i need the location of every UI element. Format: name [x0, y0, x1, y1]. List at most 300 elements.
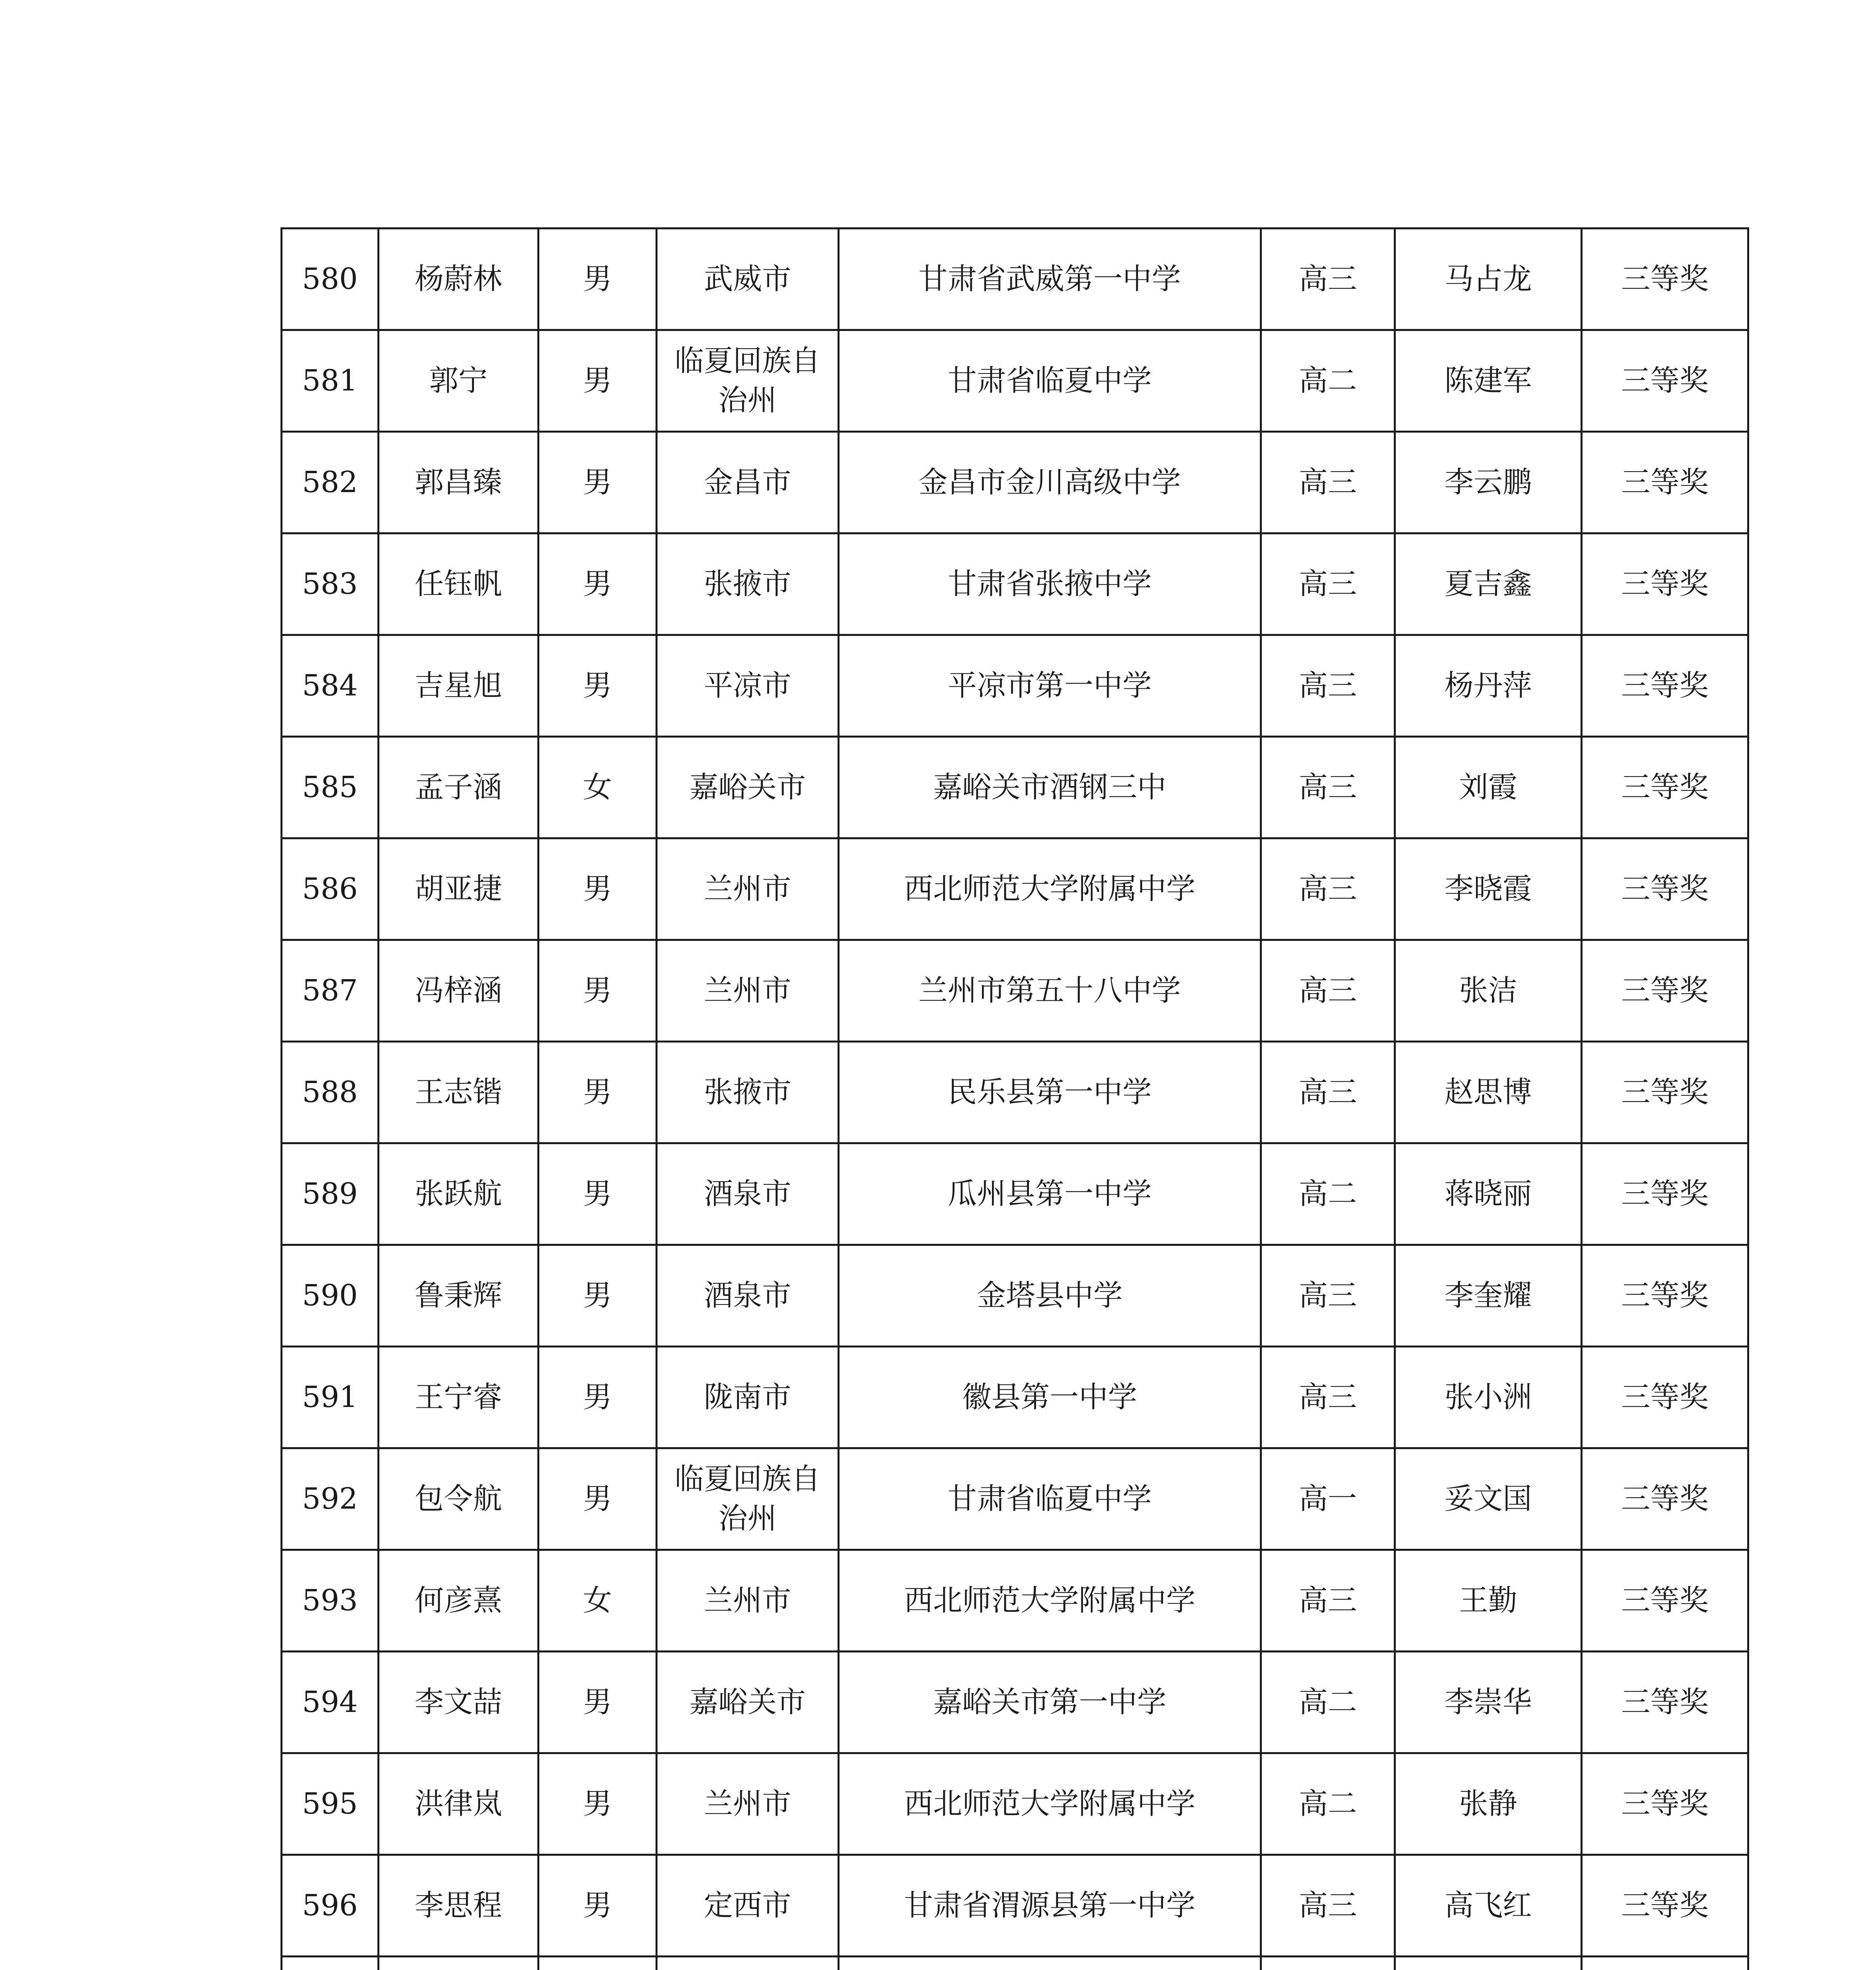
school-cell	[839, 1753, 1261, 1855]
gender-cell-text: 女	[583, 1583, 612, 1617]
gender-cell-text: 男	[583, 363, 612, 398]
student-name-cell-text: 王宁睿	[414, 1380, 502, 1414]
grade-cell-text: 高三	[1298, 1888, 1357, 1922]
region-cell	[657, 1550, 839, 1652]
school-cell	[839, 1652, 1261, 1753]
gender-cell	[539, 1550, 657, 1652]
table-row	[282, 1753, 1748, 1855]
school-cell-text: 兰州市第五十八中学	[918, 973, 1181, 1007]
serial-number-cell	[282, 1550, 379, 1652]
serial-number-cell	[282, 1143, 379, 1245]
student-name-cell-text: 鲁秉辉	[414, 1278, 502, 1312]
student-name-cell	[379, 229, 539, 330]
award-cell	[1582, 1143, 1748, 1245]
region-cell-text: 兰州市	[704, 872, 791, 906]
grade-cell-text: 高三	[1298, 262, 1357, 296]
teacher-cell	[1395, 1143, 1582, 1245]
school-cell	[839, 1957, 1261, 1970]
grade-cell-text: 高三	[1298, 872, 1357, 906]
grade-cell-text: 高三	[1298, 567, 1357, 601]
region-cell-text: 酒泉市	[704, 1176, 791, 1211]
teacher-cell	[1395, 737, 1582, 838]
region-cell	[657, 432, 839, 533]
teacher-cell-text: 赵思博	[1444, 1075, 1532, 1109]
student-name-cell-text: 冯梓涵	[414, 973, 502, 1007]
student-name-cell	[379, 533, 539, 635]
region-cell-text: 平凉市	[704, 668, 791, 703]
serial-number-cell	[282, 838, 379, 940]
region-cell-text: 兰州市	[704, 973, 791, 1007]
gender-cell-text: 男	[583, 1278, 612, 1312]
award-cell	[1582, 1245, 1748, 1347]
gender-cell	[539, 1855, 657, 1957]
serial-number-cell-text: 594	[302, 1685, 358, 1719]
school-cell-text: 甘肃省渭源县第一中学	[904, 1888, 1196, 1922]
gender-cell	[539, 1347, 657, 1448]
gender-cell-text: 男	[583, 1380, 612, 1414]
teacher-cell	[1395, 1042, 1582, 1143]
teacher-cell	[1395, 1652, 1582, 1753]
gender-cell	[539, 940, 657, 1042]
serial-number-cell	[282, 229, 379, 330]
grade-cell	[1261, 1550, 1395, 1652]
student-name-cell	[379, 432, 539, 533]
table-body	[282, 229, 1748, 1970]
student-name-cell	[379, 1245, 539, 1347]
award-cell	[1582, 1652, 1748, 1753]
table-row	[282, 1957, 1748, 1970]
student-name-cell	[379, 330, 539, 432]
serial-number-cell	[282, 1652, 379, 1753]
teacher-cell	[1395, 1347, 1582, 1448]
serial-number-cell-text: 588	[302, 1075, 358, 1109]
grade-cell	[1261, 1957, 1395, 1970]
grade-cell-text: 高三	[1298, 770, 1357, 804]
award-cell-text: 三等奖	[1621, 1583, 1709, 1617]
serial-number-cell-text: 595	[302, 1786, 358, 1821]
teacher-cell	[1395, 432, 1582, 533]
school-cell-text: 西北师范大学附属中学	[904, 872, 1196, 906]
school-cell-text: 瓜州县第一中学	[947, 1176, 1152, 1211]
school-cell	[839, 838, 1261, 940]
gender-cell-text: 男	[583, 1481, 612, 1516]
teacher-cell	[1395, 1448, 1582, 1550]
school-cell	[839, 1245, 1261, 1347]
award-cell-text: 三等奖	[1621, 1481, 1709, 1516]
award-cell-text: 三等奖	[1621, 1075, 1709, 1109]
award-cell-text: 三等奖	[1621, 872, 1709, 906]
award-cell-text: 三等奖	[1621, 262, 1709, 296]
award-cell-text: 三等奖	[1621, 1278, 1709, 1312]
grade-cell	[1261, 1855, 1395, 1957]
region-cell-text: 金昌市	[704, 465, 791, 499]
region-cell	[657, 1042, 839, 1143]
school-cell	[839, 1550, 1261, 1652]
region-cell	[657, 737, 839, 838]
award-cell	[1582, 432, 1748, 533]
table-row	[282, 229, 1748, 330]
region-cell	[657, 940, 839, 1042]
serial-number-cell-text: 582	[302, 465, 358, 499]
serial-number-cell	[282, 1855, 379, 1957]
table-row	[282, 1550, 1748, 1652]
grade-cell	[1261, 838, 1395, 940]
student-name-cell-text: 任钰帆	[414, 567, 502, 601]
gender-cell	[539, 1245, 657, 1347]
teacher-cell	[1395, 533, 1582, 635]
serial-number-cell	[282, 1957, 379, 1970]
award-cell-text: 三等奖	[1621, 1176, 1709, 1211]
gender-cell	[539, 1042, 657, 1143]
grade-cell	[1261, 432, 1395, 533]
school-cell-text: 嘉峪关市第一中学	[933, 1685, 1166, 1719]
grade-cell-text: 高三	[1298, 465, 1357, 499]
teacher-cell	[1395, 330, 1582, 432]
region-cell-text: 临夏回族自治州	[674, 1462, 821, 1535]
grade-cell	[1261, 1448, 1395, 1550]
student-name-cell-text: 包令航	[414, 1481, 502, 1516]
school-cell-text: 金昌市金川高级中学	[918, 465, 1181, 499]
serial-number-cell-text: 591	[302, 1380, 358, 1414]
teacher-cell	[1395, 1957, 1582, 1970]
award-cell	[1582, 1042, 1748, 1143]
school-cell	[839, 940, 1261, 1042]
grade-cell-text: 高二	[1298, 1685, 1357, 1719]
school-cell	[839, 330, 1261, 432]
student-name-cell-text: 杨蔚林	[414, 262, 502, 296]
table-row	[282, 1143, 1748, 1245]
serial-number-cell	[282, 1753, 379, 1855]
school-cell-text: 甘肃省临夏中学	[947, 1481, 1152, 1516]
teacher-cell	[1395, 940, 1582, 1042]
grade-cell	[1261, 1753, 1395, 1855]
region-cell	[657, 1652, 839, 1753]
gender-cell	[539, 838, 657, 940]
award-cell-text: 三等奖	[1621, 363, 1709, 398]
table-row	[282, 1448, 1748, 1550]
gender-cell-text: 男	[583, 1888, 612, 1922]
table-row	[282, 1245, 1748, 1347]
school-cell-text: 甘肃省张掖中学	[947, 567, 1152, 601]
teacher-cell-text: 杨丹萍	[1444, 668, 1532, 703]
region-cell	[657, 1143, 839, 1245]
teacher-cell-text: 陈建军	[1444, 363, 1532, 398]
school-cell-text: 金塔县中学	[977, 1278, 1123, 1312]
region-cell-text: 临夏回族自治州	[674, 344, 821, 417]
school-cell	[839, 635, 1261, 737]
school-cell-text: 民乐县第一中学	[947, 1075, 1152, 1109]
gender-cell-text: 男	[583, 465, 612, 499]
serial-number-cell	[282, 1448, 379, 1550]
serial-number-cell	[282, 1042, 379, 1143]
table-row	[282, 1042, 1748, 1143]
school-cell-text: 甘肃省临夏中学	[947, 363, 1152, 398]
grade-cell-text: 高三	[1298, 1583, 1357, 1617]
gender-cell	[539, 737, 657, 838]
award-cell	[1582, 1550, 1748, 1652]
serial-number-cell	[282, 330, 379, 432]
student-name-cell-text: 洪律岚	[414, 1786, 502, 1821]
student-name-cell	[379, 1957, 539, 1970]
serial-number-cell-text: 593	[302, 1583, 358, 1617]
award-cell-text: 三等奖	[1621, 465, 1709, 499]
serial-number-cell-text: 580	[302, 262, 358, 296]
teacher-cell	[1395, 635, 1582, 737]
student-name-cell	[379, 1753, 539, 1855]
region-cell-text: 兰州市	[704, 1583, 791, 1617]
region-cell-text: 张掖市	[704, 1075, 791, 1109]
grade-cell-text: 高三	[1298, 973, 1357, 1007]
gender-cell-text: 男	[583, 973, 612, 1007]
region-cell-text: 定西市	[704, 1888, 791, 1922]
grade-cell-text: 高一	[1298, 1481, 1357, 1516]
school-cell-text: 嘉峪关市酒钢三中	[933, 770, 1166, 804]
award-cell-text: 三等奖	[1621, 973, 1709, 1007]
table-row	[282, 838, 1748, 940]
award-cell	[1582, 635, 1748, 737]
region-cell	[657, 838, 839, 940]
grade-cell	[1261, 1143, 1395, 1245]
grade-cell	[1261, 737, 1395, 838]
teacher-cell	[1395, 1245, 1582, 1347]
school-cell	[839, 737, 1261, 838]
region-cell-text: 武威市	[704, 262, 791, 296]
teacher-cell	[1395, 229, 1582, 330]
student-name-cell-text: 郭宁	[429, 363, 488, 398]
award-cell	[1582, 1448, 1748, 1550]
gender-cell	[539, 432, 657, 533]
teacher-cell-text: 张小洲	[1444, 1380, 1532, 1414]
region-cell	[657, 1245, 839, 1347]
award-list-table	[280, 227, 1749, 1970]
award-cell-text: 三等奖	[1621, 668, 1709, 703]
award-cell	[1582, 1347, 1748, 1448]
award-cell-text: 三等奖	[1621, 567, 1709, 601]
student-name-cell-text: 张跃航	[414, 1176, 502, 1211]
student-name-cell	[379, 1652, 539, 1753]
teacher-cell-text: 马占龙	[1444, 262, 1532, 296]
award-cell	[1582, 1855, 1748, 1957]
teacher-cell-text: 李奎耀	[1444, 1278, 1532, 1312]
table-row	[282, 432, 1748, 533]
award-cell	[1582, 229, 1748, 330]
teacher-cell-text: 高飞红	[1444, 1888, 1532, 1922]
table-row	[282, 330, 1748, 432]
serial-number-cell-text: 584	[302, 668, 358, 703]
award-cell	[1582, 737, 1748, 838]
award-cell	[1582, 330, 1748, 432]
serial-number-cell	[282, 635, 379, 737]
student-name-cell-text: 吉星旭	[414, 668, 502, 703]
serial-number-cell	[282, 432, 379, 533]
award-cell	[1582, 838, 1748, 940]
school-cell-text: 平凉市第一中学	[947, 668, 1152, 703]
table-row	[282, 940, 1748, 1042]
grade-cell-text: 高三	[1298, 1278, 1357, 1312]
gender-cell-text: 男	[583, 262, 612, 296]
serial-number-cell-text: 592	[302, 1481, 358, 1516]
grade-cell-text: 高三	[1298, 1075, 1357, 1109]
award-cell-text: 三等奖	[1621, 1888, 1709, 1922]
table-row	[282, 533, 1748, 635]
grade-cell	[1261, 635, 1395, 737]
grade-cell-text: 高二	[1298, 1786, 1357, 1821]
award-cell-text: 三等奖	[1621, 1786, 1709, 1821]
grade-cell	[1261, 1347, 1395, 1448]
gender-cell	[539, 330, 657, 432]
region-cell-text: 兰州市	[704, 1786, 791, 1821]
serial-number-cell-text: 596	[302, 1888, 358, 1922]
table-row	[282, 1347, 1748, 1448]
region-cell	[657, 1347, 839, 1448]
teacher-cell	[1395, 1753, 1582, 1855]
gender-cell-text: 男	[583, 1176, 612, 1211]
region-cell	[657, 1753, 839, 1855]
region-cell-text: 陇南市	[704, 1380, 791, 1414]
gender-cell-text: 男	[583, 1786, 612, 1821]
teacher-cell-text: 蒋晓丽	[1444, 1176, 1532, 1211]
grade-cell-text: 高三	[1298, 668, 1357, 703]
gender-cell	[539, 229, 657, 330]
student-name-cell-text: 郭昌臻	[414, 465, 502, 499]
student-name-cell-text: 李文喆	[414, 1685, 502, 1719]
grade-cell	[1261, 940, 1395, 1042]
serial-number-cell-text: 583	[302, 567, 358, 601]
student-name-cell-text: 胡亚捷	[414, 872, 502, 906]
grade-cell-text: 高二	[1298, 1176, 1357, 1211]
teacher-cell	[1395, 1550, 1582, 1652]
student-name-cell-text: 孟子涵	[414, 770, 502, 804]
student-name-cell	[379, 1550, 539, 1652]
serial-number-cell-text: 590	[302, 1278, 358, 1312]
grade-cell	[1261, 1652, 1395, 1753]
student-name-cell	[379, 1448, 539, 1550]
teacher-cell-text: 李崇华	[1444, 1685, 1532, 1719]
award-cell	[1582, 1753, 1748, 1855]
gender-cell	[539, 1652, 657, 1753]
teacher-cell-text: 夏吉鑫	[1444, 567, 1532, 601]
teacher-cell	[1395, 838, 1582, 940]
gender-cell-text: 男	[583, 567, 612, 601]
teacher-cell-text: 张洁	[1459, 973, 1518, 1007]
region-cell	[657, 1448, 839, 1550]
award-cell-text: 三等奖	[1621, 770, 1709, 804]
teacher-cell	[1395, 1855, 1582, 1957]
serial-number-cell-text: 586	[302, 872, 358, 906]
region-cell-text: 酒泉市	[704, 1278, 791, 1312]
teacher-cell-text: 妥文国	[1444, 1481, 1532, 1516]
serial-number-cell	[282, 737, 379, 838]
school-cell	[839, 533, 1261, 635]
region-cell	[657, 1957, 839, 1970]
gender-cell	[539, 1448, 657, 1550]
student-name-cell	[379, 1347, 539, 1448]
grade-cell	[1261, 1042, 1395, 1143]
grade-cell-text: 高三	[1298, 1380, 1357, 1414]
school-cell-text: 西北师范大学附属中学	[904, 1583, 1196, 1617]
school-cell	[839, 1042, 1261, 1143]
region-cell	[657, 635, 839, 737]
student-name-cell	[379, 940, 539, 1042]
student-name-cell-text: 何彦熹	[414, 1583, 502, 1617]
teacher-cell-text: 李云鹏	[1444, 465, 1532, 499]
region-cell	[657, 229, 839, 330]
award-cell-text: 三等奖	[1621, 1380, 1709, 1414]
award-cell-text: 三等奖	[1621, 1685, 1709, 1719]
grade-cell	[1261, 1245, 1395, 1347]
teacher-cell-text: 李晓霞	[1444, 872, 1532, 906]
table-row	[282, 1855, 1748, 1957]
serial-number-cell-text: 587	[302, 973, 358, 1007]
school-cell	[839, 229, 1261, 330]
table-row	[282, 737, 1748, 838]
serial-number-cell	[282, 940, 379, 1042]
teacher-cell-text: 刘霞	[1459, 770, 1518, 804]
serial-number-cell	[282, 1347, 379, 1448]
table-row	[282, 635, 1748, 737]
serial-number-cell-text: 589	[302, 1176, 358, 1211]
gender-cell-text: 女	[583, 770, 612, 804]
gender-cell-text: 男	[583, 872, 612, 906]
student-name-cell	[379, 1855, 539, 1957]
award-cell	[1582, 940, 1748, 1042]
region-cell-text: 张掖市	[704, 567, 791, 601]
grade-cell-text: 高二	[1298, 363, 1357, 398]
gender-cell	[539, 533, 657, 635]
student-name-cell	[379, 1143, 539, 1245]
school-cell-text: 西北师范大学附属中学	[904, 1786, 1196, 1821]
gender-cell-text: 男	[583, 1685, 612, 1719]
grade-cell	[1261, 330, 1395, 432]
school-cell	[839, 1855, 1261, 1957]
teacher-cell-text: 王勤	[1459, 1583, 1518, 1617]
student-name-cell	[379, 737, 539, 838]
student-name-cell	[379, 635, 539, 737]
school-cell	[839, 1347, 1261, 1448]
student-name-cell-text: 王志锴	[414, 1075, 502, 1109]
table-row	[282, 1652, 1748, 1753]
student-name-cell-text: 李思程	[414, 1888, 502, 1922]
teacher-cell-text: 张静	[1459, 1786, 1518, 1821]
student-name-cell	[379, 838, 539, 940]
region-cell-text: 嘉峪关市	[689, 770, 806, 804]
gender-cell-text: 男	[583, 668, 612, 703]
serial-number-cell-text: 585	[302, 770, 358, 804]
region-cell	[657, 1855, 839, 1957]
award-cell	[1582, 533, 1748, 635]
award-cell	[1582, 1957, 1748, 1970]
region-cell	[657, 330, 839, 432]
gender-cell	[539, 1143, 657, 1245]
school-cell	[839, 1448, 1261, 1550]
school-cell	[839, 1143, 1261, 1245]
school-cell-text: 徽县第一中学	[962, 1380, 1137, 1414]
school-cell-text: 甘肃省武威第一中学	[918, 262, 1181, 296]
gender-cell-text: 男	[583, 1075, 612, 1109]
grade-cell	[1261, 533, 1395, 635]
region-cell-text: 嘉峪关市	[689, 1685, 806, 1719]
region-cell	[657, 533, 839, 635]
serial-number-cell-text: 581	[302, 363, 358, 398]
school-cell	[839, 432, 1261, 533]
gender-cell	[539, 1957, 657, 1970]
gender-cell	[539, 1753, 657, 1855]
grade-cell	[1261, 229, 1395, 330]
serial-number-cell	[282, 1245, 379, 1347]
student-name-cell	[379, 1042, 539, 1143]
gender-cell	[539, 635, 657, 737]
serial-number-cell	[282, 533, 379, 635]
